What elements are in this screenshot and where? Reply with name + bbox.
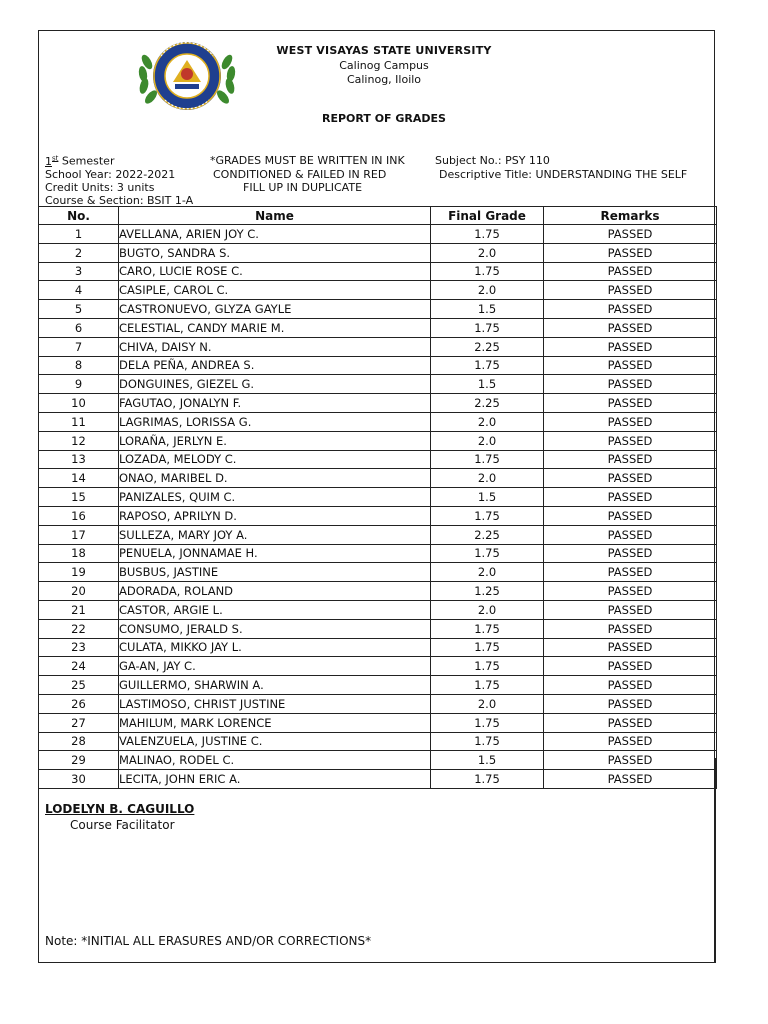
student-name: LECITA, JOHN ERIC A. xyxy=(119,770,431,789)
remarks: PASSED xyxy=(544,243,717,262)
student-name: PENUELA, JONNAMAE H. xyxy=(119,544,431,563)
student-name: BUSBUS, JASTINE xyxy=(119,563,431,582)
final-grade: 1.5 xyxy=(431,751,544,770)
final-grade: 2.25 xyxy=(431,525,544,544)
remarks: PASSED xyxy=(544,262,717,281)
remarks: PASSED xyxy=(544,300,717,319)
row-number: 23 xyxy=(39,638,119,657)
final-grade: 2.0 xyxy=(431,694,544,713)
table-row xyxy=(39,525,717,544)
header-final-grade: Final Grade xyxy=(431,207,544,225)
remarks: PASSED xyxy=(544,751,717,770)
remarks: PASSED xyxy=(544,619,717,638)
table-row xyxy=(39,281,717,300)
remarks: PASSED xyxy=(544,356,717,375)
table-row xyxy=(39,676,717,695)
student-name: GA-AN, JAY C. xyxy=(119,657,431,676)
final-grade: 1.5 xyxy=(431,375,544,394)
header-remarks: Remarks xyxy=(544,207,717,225)
remarks: PASSED xyxy=(544,281,717,300)
duplicate-note: FILL UP IN DUPLICATE xyxy=(243,181,363,194)
facilitator-role: Course Facilitator xyxy=(70,818,175,832)
row-number: 28 xyxy=(39,732,119,751)
student-name: MALINAO, RODEL C. xyxy=(119,751,431,770)
row-number: 20 xyxy=(39,582,119,601)
table-row xyxy=(39,262,717,281)
final-grade: 2.0 xyxy=(431,281,544,300)
student-name: VALENZUELA, JUSTINE C. xyxy=(119,732,431,751)
remarks: PASSED xyxy=(544,394,717,413)
erasure-note: Note: *INITIAL ALL ERASURES AND/OR CORRECTIONS* xyxy=(45,934,372,948)
remarks: PASSED xyxy=(544,337,717,356)
remarks: PASSED xyxy=(544,694,717,713)
final-grade: 2.0 xyxy=(431,563,544,582)
row-number: 17 xyxy=(39,525,119,544)
campus-location: Calinog, Iloilo xyxy=(346,73,422,86)
table-row xyxy=(39,375,717,394)
row-number: 8 xyxy=(39,356,119,375)
remarks: PASSED xyxy=(544,713,717,732)
report-title: REPORT OF GRADES xyxy=(322,112,446,125)
remarks: PASSED xyxy=(544,450,717,469)
student-name: LAGRIMAS, LORISSA G. xyxy=(119,412,431,431)
facilitator-name: LODELYN B. CAGUILLO xyxy=(45,802,195,816)
student-name: CASTOR, ARGIE L. xyxy=(119,600,431,619)
remarks: PASSED xyxy=(544,318,717,337)
student-name: GUILLERMO, SHARWIN A. xyxy=(119,676,431,695)
student-name: CARO, LUCIE ROSE C. xyxy=(119,262,431,281)
row-number: 7 xyxy=(39,337,119,356)
row-number: 18 xyxy=(39,544,119,563)
remarks: PASSED xyxy=(544,638,717,657)
row-number: 9 xyxy=(39,375,119,394)
final-grade: 1.75 xyxy=(431,318,544,337)
row-number: 27 xyxy=(39,713,119,732)
row-number: 30 xyxy=(39,770,119,789)
credit-units: Credit Units: 3 units xyxy=(45,181,155,194)
table-row xyxy=(39,657,717,676)
student-name: LORAÑA, JERLYN E. xyxy=(119,431,431,450)
row-number: 24 xyxy=(39,657,119,676)
header-no: No. xyxy=(39,207,119,225)
final-grade: 1.5 xyxy=(431,488,544,507)
final-grade: 2.0 xyxy=(431,469,544,488)
remarks: PASSED xyxy=(544,431,717,450)
remarks: PASSED xyxy=(544,375,717,394)
table-row xyxy=(39,337,717,356)
row-number: 15 xyxy=(39,488,119,507)
student-name: MAHILUM, MARK LORENCE xyxy=(119,713,431,732)
university-name: WEST VISAYAS STATE UNIVERSITY xyxy=(276,44,492,57)
row-number: 5 xyxy=(39,300,119,319)
student-name: ONAO, MARIBEL D. xyxy=(119,469,431,488)
subject-number: Subject No.: PSY 110 xyxy=(435,154,550,167)
course-section: Course & Section: BSIT 1-A xyxy=(45,194,194,207)
descriptive-title: Descriptive Title: UNDERSTANDING THE SELF xyxy=(439,168,688,181)
remarks: PASSED xyxy=(544,488,717,507)
semester xyxy=(45,154,114,168)
final-grade: 1.75 xyxy=(431,544,544,563)
school-year: School Year: 2022-2021 xyxy=(45,168,176,181)
table-row xyxy=(39,469,717,488)
remarks: PASSED xyxy=(544,469,717,488)
student-name: CASTRONUEVO, GLYZA GAYLE xyxy=(119,300,431,319)
table-row xyxy=(39,394,717,413)
row-number: 10 xyxy=(39,394,119,413)
student-name: DELA PEÑA, ANDREA S. xyxy=(119,356,431,375)
final-grade: 1.75 xyxy=(431,450,544,469)
row-number: 19 xyxy=(39,563,119,582)
row-number: 21 xyxy=(39,600,119,619)
table-row xyxy=(39,638,717,657)
student-name: CELESTIAL, CANDY MARIE M. xyxy=(119,318,431,337)
remarks: PASSED xyxy=(544,225,717,244)
student-name: CONSUMO, JERALD S. xyxy=(119,619,431,638)
remarks: PASSED xyxy=(544,600,717,619)
table-row xyxy=(39,450,717,469)
student-name: CASIPLE, CAROL C. xyxy=(119,281,431,300)
final-grade: 2.0 xyxy=(431,412,544,431)
final-grade: 1.5 xyxy=(431,300,544,319)
remarks: PASSED xyxy=(544,525,717,544)
final-grade: 1.75 xyxy=(431,676,544,695)
final-grade: 1.75 xyxy=(431,770,544,789)
final-grade: 1.75 xyxy=(431,619,544,638)
student-name: BUGTO, SANDRA S. xyxy=(119,243,431,262)
table-row xyxy=(39,412,717,431)
final-grade: 2.0 xyxy=(431,243,544,262)
semester-suffix: st xyxy=(52,154,59,162)
grades-table xyxy=(38,206,717,789)
student-name: LASTIMOSO, CHRIST JUSTINE xyxy=(119,694,431,713)
row-number: 22 xyxy=(39,619,119,638)
final-grade: 1.75 xyxy=(431,713,544,732)
final-grade: 2.25 xyxy=(431,394,544,413)
table-row xyxy=(39,694,717,713)
row-number: 25 xyxy=(39,676,119,695)
row-number: 16 xyxy=(39,506,119,525)
final-grade: 2.0 xyxy=(431,431,544,450)
row-number: 3 xyxy=(39,262,119,281)
row-number: 6 xyxy=(39,318,119,337)
final-grade: 1.75 xyxy=(431,262,544,281)
student-name: SULLEZA, MARY JOY A. xyxy=(119,525,431,544)
final-grade: 1.25 xyxy=(431,582,544,601)
table-row xyxy=(39,544,717,563)
table-row xyxy=(39,225,717,244)
signature-section xyxy=(38,758,716,963)
header-name: Name xyxy=(119,207,431,225)
table-row xyxy=(39,356,717,375)
remarks: PASSED xyxy=(544,412,717,431)
red-note: CONDITIONED & FAILED IN RED xyxy=(213,168,387,181)
final-grade: 2.25 xyxy=(431,337,544,356)
remarks: PASSED xyxy=(544,676,717,695)
row-number: 11 xyxy=(39,412,119,431)
semester-label: Semester xyxy=(61,154,115,168)
student-name: AVELLANA, ARIEN JOY C. xyxy=(119,225,431,244)
student-name: CULATA, MIKKO JAY L. xyxy=(119,638,431,657)
table-row xyxy=(39,563,717,582)
table-row xyxy=(39,713,717,732)
student-name: CHIVA, DAISY N. xyxy=(119,337,431,356)
final-grade: 1.75 xyxy=(431,225,544,244)
table-row xyxy=(39,506,717,525)
row-number: 1 xyxy=(39,225,119,244)
student-name: ADORADA, ROLAND xyxy=(119,582,431,601)
student-name: FAGUTAO, JONALYN F. xyxy=(119,394,431,413)
row-number: 2 xyxy=(39,243,119,262)
remarks: PASSED xyxy=(544,582,717,601)
row-number: 13 xyxy=(39,450,119,469)
campus-name: Calinog Campus xyxy=(339,59,429,72)
table-row xyxy=(39,619,717,638)
final-grade: 1.75 xyxy=(431,356,544,375)
row-number: 12 xyxy=(39,431,119,450)
remarks: PASSED xyxy=(544,563,717,582)
table-row xyxy=(39,488,717,507)
final-grade: 2.0 xyxy=(431,600,544,619)
remarks: PASSED xyxy=(544,732,717,751)
table-row xyxy=(39,582,717,601)
table-row xyxy=(39,318,717,337)
row-number: 14 xyxy=(39,469,119,488)
row-number: 4 xyxy=(39,281,119,300)
student-name: PANIZALES, QUIM C. xyxy=(119,488,431,507)
final-grade: 1.75 xyxy=(431,506,544,525)
remarks: PASSED xyxy=(544,544,717,563)
final-grade: 1.75 xyxy=(431,732,544,751)
remarks: PASSED xyxy=(544,657,717,676)
student-name: RAPOSO, APRILYN D. xyxy=(119,506,431,525)
table-header-row xyxy=(39,207,717,225)
final-grade: 1.75 xyxy=(431,638,544,657)
table-row xyxy=(39,243,717,262)
final-grade: 1.75 xyxy=(431,657,544,676)
remarks: PASSED xyxy=(544,770,717,789)
table-row xyxy=(39,300,717,319)
student-name: LOZADA, MELODY C. xyxy=(119,450,431,469)
ink-note: *GRADES MUST BE WRITTEN IN INK xyxy=(210,154,405,167)
table-row xyxy=(39,600,717,619)
student-name: DONGUINES, GIEZEL G. xyxy=(119,375,431,394)
table-row xyxy=(39,431,717,450)
row-number: 29 xyxy=(39,751,119,770)
row-number: 26 xyxy=(39,694,119,713)
remarks: PASSED xyxy=(544,506,717,525)
table-row xyxy=(39,732,717,751)
semester-number: 1 xyxy=(45,154,52,168)
